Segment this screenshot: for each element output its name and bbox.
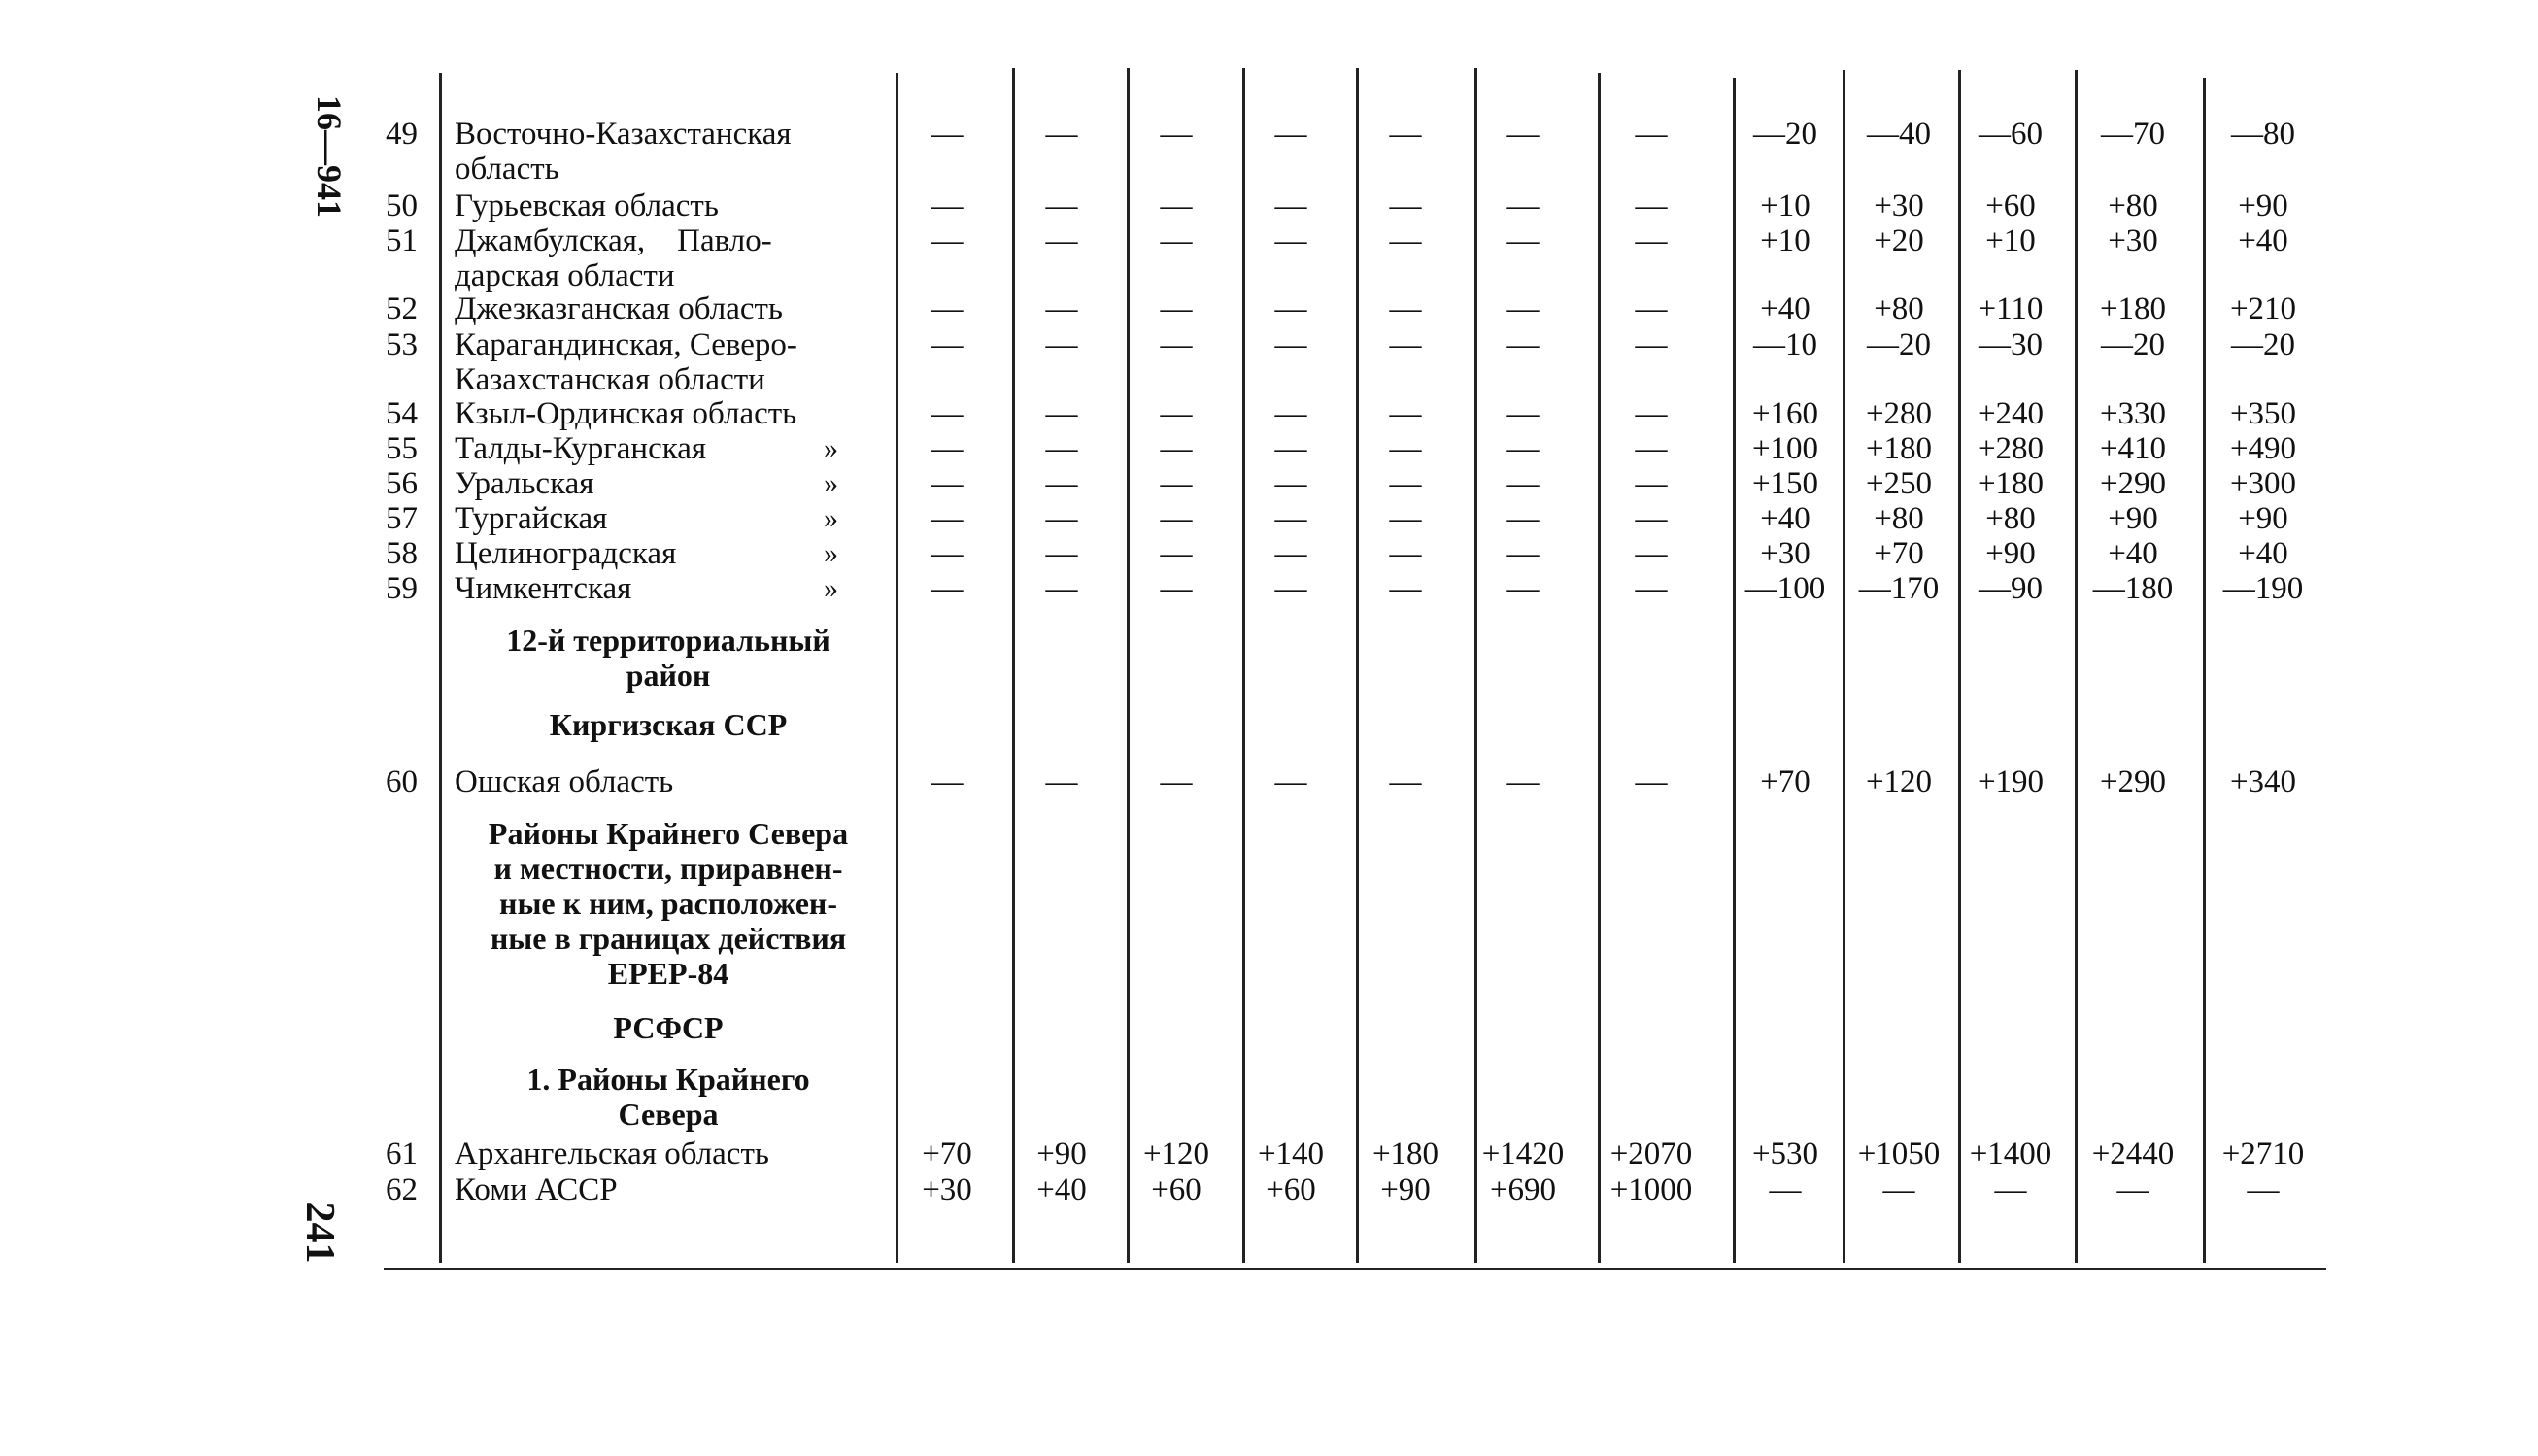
table-cell: +60 <box>1151 1172 1201 1207</box>
table-cell: — <box>1389 536 1422 571</box>
table-cell: +90 <box>1985 536 2036 571</box>
table-cell: — <box>1506 501 1540 536</box>
table-cell: — <box>931 223 964 258</box>
region-name: Архангельская область <box>455 1136 769 1171</box>
table-cell: —20 <box>1867 327 1931 362</box>
region-name: Чимкентская <box>455 571 632 606</box>
table-cell: — <box>1160 117 1193 152</box>
region-name: Карагандинская, Северо- <box>455 327 797 362</box>
page-signature: 16—941 <box>310 95 349 218</box>
table-cell: — <box>1635 764 1668 799</box>
table-cell: — <box>1506 327 1540 362</box>
table-cell: — <box>1389 223 1422 258</box>
table-cell: +290 <box>2099 764 2167 799</box>
table-cell: — <box>1045 501 1078 536</box>
table-cell: — <box>1635 536 1668 571</box>
table-cell: — <box>931 396 964 431</box>
section-heading: 1. Районы Крайнего <box>526 1062 810 1097</box>
table-cell: —20 <box>1753 117 1817 152</box>
table-cell: — <box>1045 117 1078 152</box>
table-cell: +10 <box>1760 223 1810 258</box>
table-cell: +120 <box>1142 1136 1210 1171</box>
table-cell: +110 <box>1978 291 2044 326</box>
page-number: 241 <box>297 1202 342 1264</box>
table-cell: — <box>931 536 964 571</box>
table-cell: — <box>931 117 964 152</box>
table-cell: —180 <box>2092 571 2174 606</box>
table-cell: +90 <box>2108 501 2158 536</box>
table-cell: —80 <box>2231 117 2295 152</box>
table-cell: — <box>1506 291 1540 326</box>
row-number: 57 <box>386 501 418 536</box>
table-cell: +280 <box>1977 431 2045 466</box>
section-heading: и местности, приравнен- <box>493 851 843 886</box>
table-cell: +30 <box>1874 188 1924 223</box>
row-number: 60 <box>386 764 418 799</box>
region-name: Коми АССР <box>455 1172 618 1207</box>
table-cell: — <box>1506 223 1540 258</box>
table-cell: — <box>1389 291 1422 326</box>
table-cell: — <box>1506 764 1540 799</box>
table-cell: — <box>1635 117 1668 152</box>
ditto-mark: » <box>824 537 838 569</box>
table-cell: +70 <box>1874 536 1924 571</box>
table-cell: +80 <box>2108 188 2158 223</box>
row-number: 54 <box>386 396 418 431</box>
table-cell: —70 <box>2101 117 2165 152</box>
table-cell: — <box>1635 188 1668 223</box>
table-cell: — <box>1274 466 1307 501</box>
table-cell: — <box>1389 501 1422 536</box>
row-number: 51 <box>386 223 418 258</box>
table-cell: — <box>1389 117 1422 152</box>
table-cell: +1420 <box>1481 1136 1565 1171</box>
table-cell: +180 <box>1977 466 2045 501</box>
section-heading: ные к ним, расположен- <box>499 886 837 921</box>
table-cell: — <box>1160 764 1193 799</box>
table-cell: — <box>1045 764 1078 799</box>
ditto-mark: » <box>824 502 838 534</box>
region-name: дарская области <box>455 258 675 293</box>
table-cell: +150 <box>1751 466 1819 501</box>
region-name: Кзыл-Ординская область <box>455 396 797 431</box>
region-name: Джамбулская, Павло- <box>455 223 772 258</box>
table-cell: — <box>931 764 964 799</box>
table-cell: +490 <box>2229 431 2297 466</box>
table-cell: — <box>1045 431 1078 466</box>
table-cell: — <box>1389 466 1422 501</box>
table-cell: +40 <box>2238 223 2288 258</box>
row-number: 59 <box>386 571 418 606</box>
table-cell: — <box>1389 571 1422 606</box>
table-cell: +30 <box>2108 223 2158 258</box>
table-cell: — <box>931 327 964 362</box>
table-cell: — <box>1274 117 1307 152</box>
table-cell: — <box>1160 501 1193 536</box>
table-cell: — <box>1160 466 1193 501</box>
table-cell: +40 <box>1760 291 1810 326</box>
region-name: Целиноградская <box>455 536 677 571</box>
table-cell: — <box>1274 431 1307 466</box>
table-cell: — <box>1274 396 1307 431</box>
region-name: Талды-Курганская <box>455 431 707 466</box>
region-name: Уральская <box>455 466 594 501</box>
table-cell: — <box>1506 188 1540 223</box>
table-cell: — <box>1506 571 1540 606</box>
region-name: Гурьевская область <box>455 188 719 223</box>
column-rule <box>439 73 442 1263</box>
table-cell: — <box>1882 1172 1915 1207</box>
table-cell: +80 <box>1985 501 2036 536</box>
table-cell: — <box>2247 1172 2280 1207</box>
table-cell: —100 <box>1744 571 1826 606</box>
table-cell: +2070 <box>1609 1136 1693 1171</box>
table-cell: +30 <box>922 1172 972 1207</box>
region-name: Ошская область <box>455 764 674 799</box>
table-cell: — <box>1160 327 1193 362</box>
table-cell: — <box>1635 223 1668 258</box>
table-cell: — <box>1389 327 1422 362</box>
table-cell: — <box>1506 466 1540 501</box>
table-cell: — <box>1274 536 1307 571</box>
table-cell: +60 <box>1266 1172 1316 1207</box>
table-cell: +300 <box>2229 466 2297 501</box>
table-cell: — <box>1045 223 1078 258</box>
table-cell: — <box>1160 571 1193 606</box>
table-cell: — <box>1045 327 1078 362</box>
section-heading: район <box>626 658 711 693</box>
table-cell: — <box>931 501 964 536</box>
table-cell: — <box>1274 188 1307 223</box>
table-cell: — <box>931 188 964 223</box>
table-cell: +40 <box>2238 536 2288 571</box>
table-cell: —190 <box>2222 571 2304 606</box>
row-number: 58 <box>386 536 418 571</box>
table-cell: —20 <box>2101 327 2165 362</box>
table-cell: +40 <box>1036 1172 1087 1207</box>
table-cell: +1000 <box>1609 1172 1693 1207</box>
region-name: Восточно-Казахстанская <box>455 117 792 152</box>
table-cell: — <box>1506 536 1540 571</box>
region-name: Казахстанская области <box>455 362 765 397</box>
table-cell: — <box>1274 764 1307 799</box>
table-cell: +120 <box>1865 764 1933 799</box>
table-cell: +60 <box>1985 188 2036 223</box>
ditto-mark: » <box>824 432 838 464</box>
table-cell: +90 <box>2238 501 2288 536</box>
table-cell: +180 <box>1865 431 1933 466</box>
table-cell: +90 <box>2238 188 2288 223</box>
table-cell: +240 <box>1977 396 2045 431</box>
table-cell: +350 <box>2229 396 2297 431</box>
table-cell: +90 <box>1380 1172 1431 1207</box>
table-cell: — <box>931 466 964 501</box>
row-number: 50 <box>386 188 418 223</box>
table-cell: +70 <box>922 1136 972 1171</box>
table-cell: +10 <box>1760 188 1810 223</box>
table-cell: +250 <box>1865 466 1933 501</box>
table-cell: +180 <box>2099 291 2167 326</box>
table-cell: —40 <box>1867 117 1931 152</box>
table-cell: +1050 <box>1857 1136 1941 1171</box>
table-cell: — <box>1160 431 1193 466</box>
table-cell: +340 <box>2229 764 2297 799</box>
region-name: Тургайская <box>455 501 608 536</box>
row-number: 55 <box>386 431 418 466</box>
table-bottom-rule <box>384 1268 2326 1270</box>
table-cell: — <box>1506 117 1540 152</box>
table-cell: +40 <box>1760 501 1810 536</box>
table-cell: — <box>1506 431 1540 466</box>
section-heading: Севера <box>618 1097 719 1132</box>
section-heading: 12-й территориальный <box>506 623 830 658</box>
table-cell: — <box>1769 1172 1802 1207</box>
table-cell: — <box>1160 396 1193 431</box>
table-cell: +280 <box>1865 396 1933 431</box>
table-cell: +100 <box>1751 431 1819 466</box>
table-cell: — <box>1635 431 1668 466</box>
table-cell: —60 <box>1979 117 2043 152</box>
table-cell: — <box>1506 396 1540 431</box>
table-cell: — <box>1045 396 1078 431</box>
table-cell: +190 <box>1977 764 2045 799</box>
row-number: 61 <box>386 1136 418 1171</box>
table-cell: — <box>1160 223 1193 258</box>
row-number: 53 <box>386 327 418 362</box>
table-cell: +140 <box>1257 1136 1325 1171</box>
section-heading: Киргизская ССР <box>549 707 788 742</box>
row-number: 49 <box>386 117 418 152</box>
section-heading: ные в границах действия <box>490 921 847 956</box>
table-cell: — <box>931 291 964 326</box>
table-cell: +90 <box>1036 1136 1087 1171</box>
table-cell: — <box>1274 223 1307 258</box>
table-cell: — <box>1045 466 1078 501</box>
ditto-mark: » <box>824 572 838 604</box>
table-cell: +40 <box>2108 536 2158 571</box>
table-cell: —170 <box>1858 571 1940 606</box>
table-cell: +410 <box>2099 431 2167 466</box>
region-name: область <box>455 152 559 186</box>
table-cell: +290 <box>2099 466 2167 501</box>
table-cell: +330 <box>2099 396 2167 431</box>
table-cell: — <box>1045 188 1078 223</box>
table-cell: — <box>1635 466 1668 501</box>
table-cell: +160 <box>1751 396 1819 431</box>
table-cell: +30 <box>1760 536 1810 571</box>
table-cell: — <box>1635 571 1668 606</box>
section-heading: Районы Крайнего Севера <box>488 816 849 851</box>
table-cell: — <box>1045 536 1078 571</box>
table-cell: — <box>1389 396 1422 431</box>
table-cell: — <box>931 431 964 466</box>
table-cell: — <box>1160 536 1193 571</box>
table-cell: — <box>2116 1172 2149 1207</box>
table-cell: +10 <box>1985 223 2036 258</box>
table-cell: — <box>1274 571 1307 606</box>
table-cell: +80 <box>1874 291 1924 326</box>
table-cell: — <box>1389 431 1422 466</box>
table-cell: — <box>931 571 964 606</box>
ditto-mark: » <box>824 467 838 499</box>
table-cell: — <box>1274 501 1307 536</box>
table-cell: +180 <box>1371 1136 1439 1171</box>
table-cell: — <box>1635 396 1668 431</box>
table-cell: +70 <box>1760 764 1810 799</box>
table-cell: —30 <box>1979 327 2043 362</box>
table-cell: — <box>1160 291 1193 326</box>
section-heading: ЕРЕР-84 <box>607 956 729 991</box>
table-cell: — <box>1045 571 1078 606</box>
table-cell: +2710 <box>2221 1136 2305 1171</box>
table-cell: — <box>1635 501 1668 536</box>
table-cell: +690 <box>1489 1172 1557 1207</box>
table-cell: — <box>1274 291 1307 326</box>
region-name: Джезказганская область <box>455 291 783 326</box>
row-number: 62 <box>386 1172 418 1207</box>
table-cell: +80 <box>1874 501 1924 536</box>
table-cell: — <box>1389 188 1422 223</box>
table-cell: +20 <box>1874 223 1924 258</box>
table-cell: — <box>1045 291 1078 326</box>
table-cell: — <box>1160 188 1193 223</box>
row-number: 52 <box>386 291 418 326</box>
section-heading: РСФСР <box>613 1010 724 1045</box>
table-cell: +210 <box>2229 291 2297 326</box>
table-cell: —10 <box>1753 327 1817 362</box>
table-cell: — <box>1994 1172 2027 1207</box>
table-cell: — <box>1635 291 1668 326</box>
table-cell: — <box>1274 327 1307 362</box>
table-cell: +530 <box>1751 1136 1819 1171</box>
table-cell: —90 <box>1979 571 2043 606</box>
table-cell: —20 <box>2231 327 2295 362</box>
table-cell: — <box>1389 764 1422 799</box>
row-number: 56 <box>386 466 418 501</box>
table-cell: +1400 <box>1969 1136 2052 1171</box>
table-cell: +2440 <box>2091 1136 2175 1171</box>
table-cell: — <box>1635 327 1668 362</box>
